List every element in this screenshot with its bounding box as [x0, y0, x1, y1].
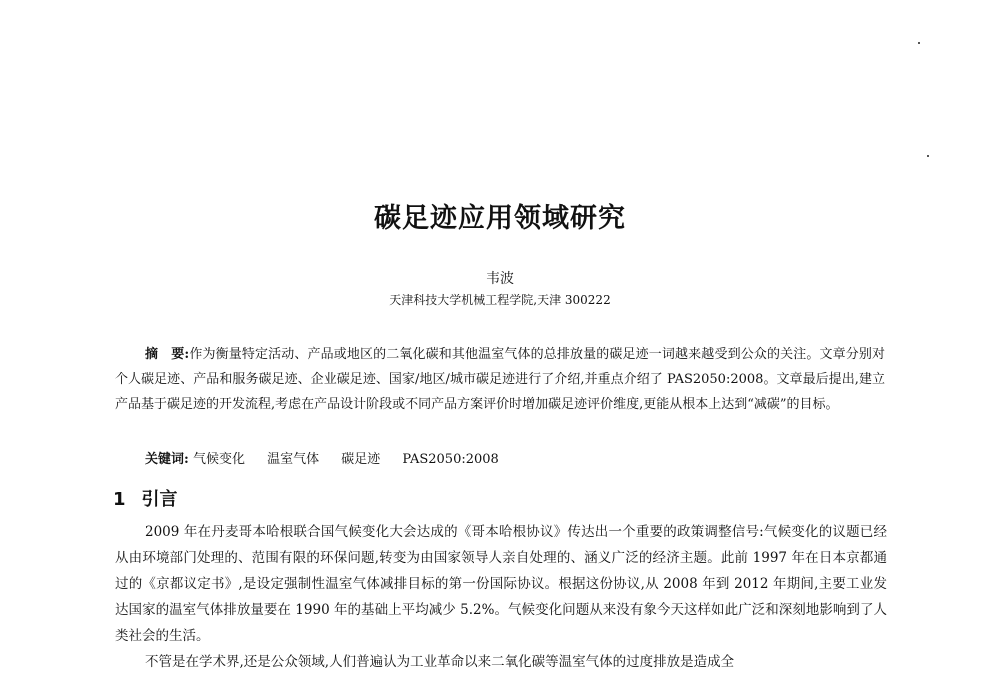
section-number: 1: [113, 489, 126, 510]
keywords: [145, 448, 517, 467]
paragraph: 不管是在学术界,还是公众领域,人们普遍认为工业革命以来二氧化碳等温室气体的过度排放是造成全: [145, 654, 735, 670]
keywords-label: 关键词:: [145, 452, 189, 467]
section-heading: [113, 485, 178, 511]
keyword: 碳足迹: [341, 452, 381, 467]
section-title: 引言: [141, 489, 178, 510]
keyword: 温室气体: [267, 452, 320, 467]
author-name: 韦波: [486, 271, 514, 287]
body-text: [115, 519, 887, 675]
abstract-label: 摘 要:: [145, 347, 190, 362]
abstract-text: 作为衡量特定活动、产品或地区的二氧化碳和其他温室气体的总排放量的碳足迹一词越来越受到公众的关注。文章分别对个人碳足迹、产品和服务碳足迹、企业碳足迹、国家/地区/城市碳足迹进行了介绍,并重点介绍了 PAS2050:2008。文章最后提出,建立产品基于碳足迹的开发流程,考虑在产品设计阶段或不同产品方案评价时增加碳足迹评价维度,更能从根本上达到“减碳”的目标。: [115, 347, 885, 412]
keyword: PAS2050:2008: [402, 452, 499, 467]
keyword: 气候变化: [192, 452, 245, 467]
author-affiliation: 天津科技大学机械工程学院,天津 300222: [389, 293, 611, 307]
scan-speck: [927, 155, 929, 157]
abstract: [115, 342, 885, 417]
paper-title: 碳足迹应用领域研究: [374, 203, 626, 234]
scan-speck: [918, 42, 920, 44]
paragraph: 2009 年在丹麦哥本哈根联合国气候变化大会达成的《哥本哈根协议》传达出一个重要的政策调整信号:气候变化的议题已经从由环境部门处理的、范围有限的环保问题,转变为由国家领导人亲自处理的、涵义广泛的经济主题。此前 1997 年在日本京都通过的《京都议定书》,是设定强制性温室气体减排目标的第一份国际协议。根据这份协议,从 2008 年到 2012 年期间,主要工业发达国家的温室气体排放量要在 1990 年的基础上平均减少 5.2%。气候变化问题从来没有象今天这样如此广泛和深刻地影响到了人类社会的生活。: [115, 524, 887, 644]
